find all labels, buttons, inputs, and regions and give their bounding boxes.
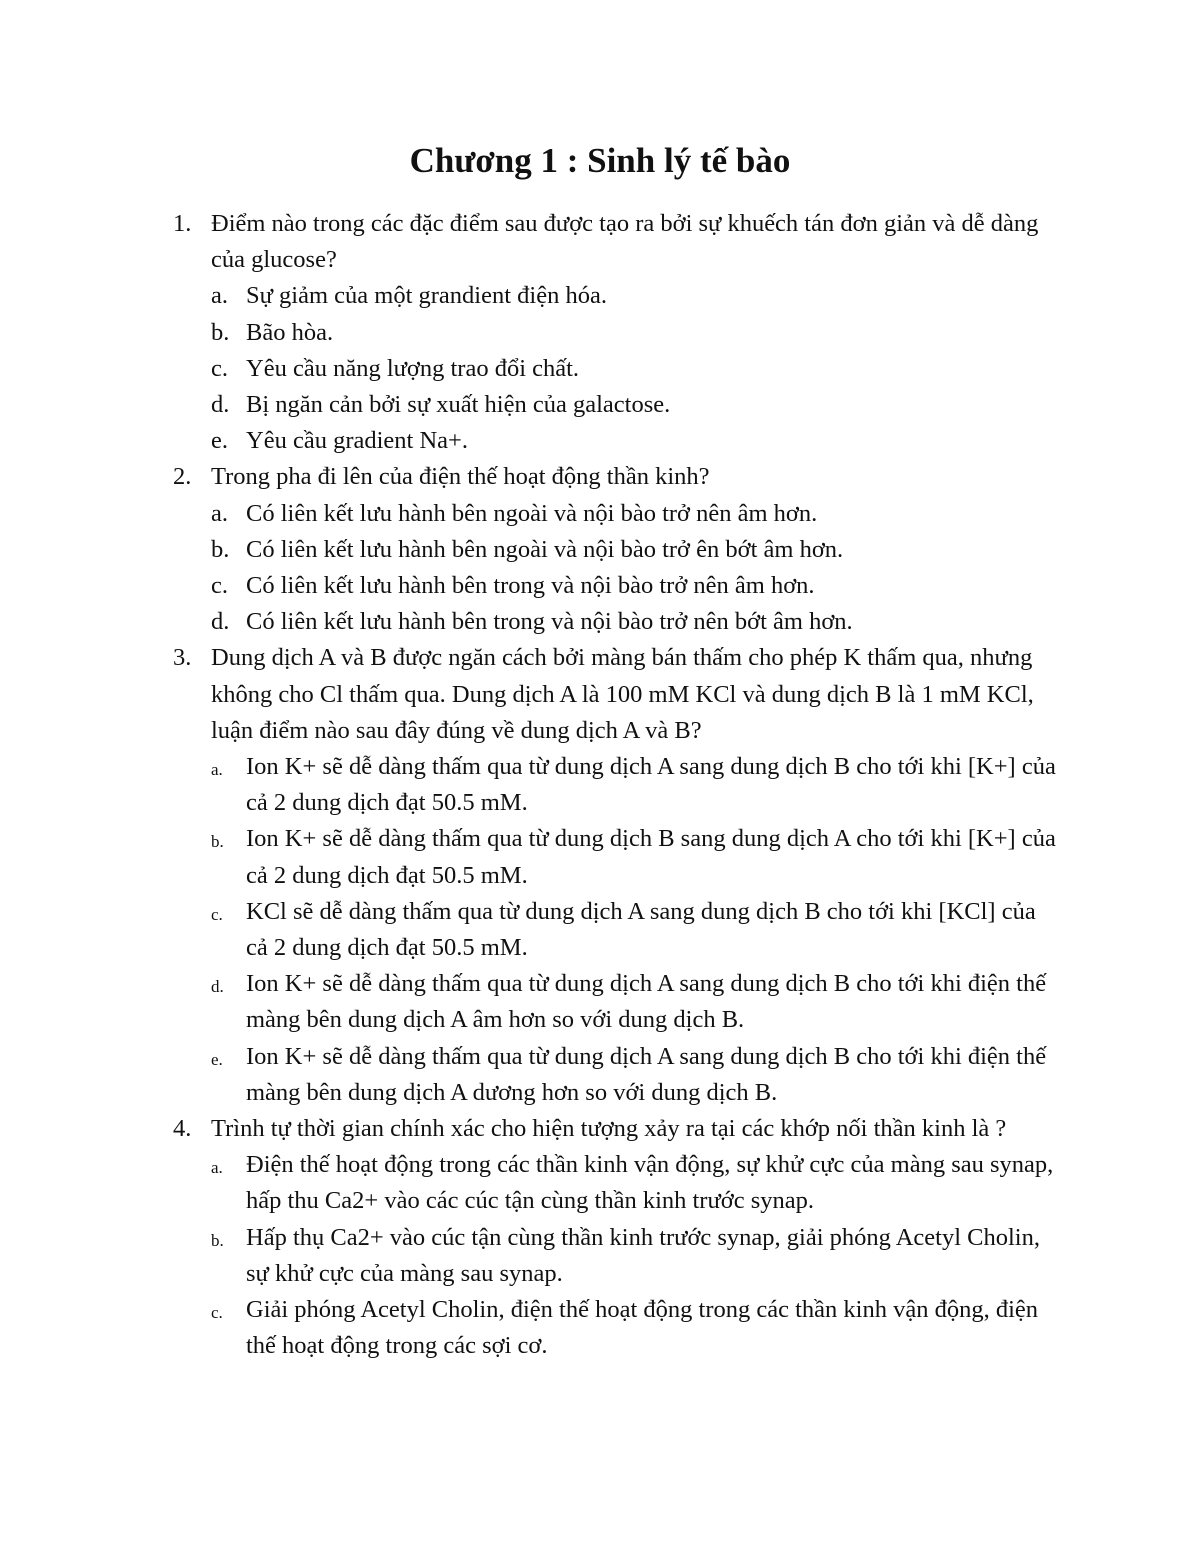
option-text: Có liên kết lưu hành bên trong và nội bào trở nên bớt âm hơn. bbox=[246, 608, 853, 636]
option-e bbox=[211, 1039, 1060, 1111]
question-1 bbox=[0, 206, 1200, 459]
option-letter: b. bbox=[211, 535, 230, 563]
option-text: Giải phóng Acetyl Cholin, điện thế hoạt động trong các thần kinh vận động, điện thế hoạt động trong các sợi cơ. bbox=[246, 1296, 1039, 1360]
option-b bbox=[211, 1220, 1060, 1292]
option-list bbox=[211, 278, 1060, 459]
option-letter: b. bbox=[211, 318, 230, 346]
option-text: Có liên kết lưu hành bên ngoài và nội bào trở ên bớt âm hơn. bbox=[246, 535, 844, 563]
question-text: Trong pha đi lên của điện thế hoạt động thần kinh? bbox=[211, 463, 710, 491]
option-d bbox=[211, 966, 1060, 1038]
option-list bbox=[211, 749, 1060, 1111]
option-text: Ion K+ sẽ dễ dàng thấm qua từ dung dịch A sang dung dịch B cho tới khi điện thế màng bên dung dịch A âm hơn so với dung dịch B. bbox=[246, 970, 1047, 1034]
option-c bbox=[211, 568, 1060, 604]
option-letter: d. bbox=[211, 391, 230, 419]
question-2 bbox=[0, 459, 1200, 640]
question-number: 2. bbox=[173, 463, 192, 491]
option-d bbox=[211, 387, 1060, 423]
option-letter: c. bbox=[211, 904, 223, 924]
page-title: Chương 1 : Sinh lý tế bào bbox=[409, 141, 791, 180]
option-a bbox=[211, 496, 1060, 532]
option-text: Ion K+ sẽ dễ dàng thấm qua từ dung dịch A sang dung dịch B cho tới khi [K+] của cả 2 dung dịch đạt 50.5 mM. bbox=[246, 753, 1056, 817]
option-text: Sự giảm của một grandient điện hóa. bbox=[246, 282, 607, 310]
option-text: Yêu cầu năng lượng trao đổi chất. bbox=[246, 354, 580, 382]
question-3 bbox=[0, 640, 1200, 1111]
option-c bbox=[211, 351, 1060, 387]
option-letter: e. bbox=[211, 427, 228, 455]
option-list bbox=[211, 1147, 1060, 1364]
option-letter: b. bbox=[211, 832, 224, 852]
option-text: Có liên kết lưu hành bên ngoài và nội bào trở nên âm hơn. bbox=[246, 499, 818, 527]
option-a bbox=[211, 1147, 1060, 1219]
option-text: Yêu cầu gradient Na+. bbox=[246, 427, 468, 455]
option-e bbox=[211, 423, 1060, 459]
option-letter: b. bbox=[211, 1230, 224, 1250]
option-letter: d. bbox=[211, 977, 224, 997]
option-text: Hấp thụ Ca2+ vào cúc tận cùng thần kinh trước synap, giải phóng Acetyl Cholin, sự khử cực của màng sau synap. bbox=[246, 1223, 1040, 1287]
option-letter: c. bbox=[211, 354, 228, 382]
option-b bbox=[211, 821, 1060, 893]
question-text: Dung dịch A và B được ngăn cách bởi màng bán thấm cho phép K thấm qua, nhưng không cho Cl thấm qua. Dung dịch A là 100 mM KCl và dung dịch B là 1 mM KCl, luận điểm nào sau đây đúng về dung dịch A và B? bbox=[211, 644, 1034, 744]
question-list bbox=[0, 206, 1200, 1365]
question-number: 4. bbox=[173, 1115, 192, 1143]
option-text: Ion K+ sẽ dễ dàng thấm qua từ dung dịch B sang dung dịch A cho tới khi [K+] của cả 2 dung dịch đạt 50.5 mM. bbox=[246, 825, 1056, 889]
option-text: Bị ngăn cản bởi sự xuất hiện của galactose. bbox=[246, 391, 671, 419]
question-number: 1. bbox=[173, 210, 192, 237]
option-b bbox=[211, 315, 1060, 351]
option-letter: d. bbox=[211, 608, 230, 636]
option-d bbox=[211, 604, 1060, 640]
option-letter: a. bbox=[211, 1158, 223, 1178]
option-c bbox=[211, 1292, 1060, 1364]
option-letter: e. bbox=[211, 1049, 223, 1069]
option-list bbox=[211, 496, 1060, 641]
question-4 bbox=[0, 1111, 1200, 1364]
question-text: Trình tự thời gian chính xác cho hiện tượng xảy ra tại các khớp nối thần kinh là ? bbox=[211, 1115, 1007, 1143]
option-letter: a. bbox=[211, 499, 228, 527]
option-a bbox=[211, 749, 1060, 821]
option-text: Bão hòa. bbox=[246, 318, 334, 346]
option-text: Có liên kết lưu hành bên trong và nội bào trở nên âm hơn. bbox=[246, 572, 815, 600]
option-letter: a. bbox=[211, 282, 228, 310]
option-letter: a. bbox=[211, 760, 223, 780]
question-number: 3. bbox=[173, 644, 192, 672]
option-text: Ion K+ sẽ dễ dàng thấm qua từ dung dịch A sang dung dịch B cho tới khi điện thế màng bên dung dịch A dương hơn so với dung dịch B. bbox=[246, 1042, 1047, 1106]
option-letter: c. bbox=[211, 1303, 223, 1323]
option-text: Điện thế hoạt động trong các thần kinh vận động, sự khử cực của màng sau synap, hấp thu Ca2+ vào các cúc tận cùng thần kinh trước synap. bbox=[246, 1151, 1054, 1215]
question-text: Điểm nào trong các đặc điểm sau được tạo ra bởi sự khuếch tán đơn giản và dễ dàng của glucose? bbox=[211, 210, 1039, 274]
option-text: KCl sẽ dễ dàng thấm qua từ dung dịch A sang dung dịch B cho tới khi [KCl] của cả 2 dung dịch đạt 50.5 mM. bbox=[246, 897, 1036, 962]
option-a bbox=[211, 278, 1060, 314]
option-letter: c. bbox=[211, 572, 228, 600]
option-c bbox=[211, 894, 1060, 966]
option-b bbox=[211, 532, 1060, 568]
